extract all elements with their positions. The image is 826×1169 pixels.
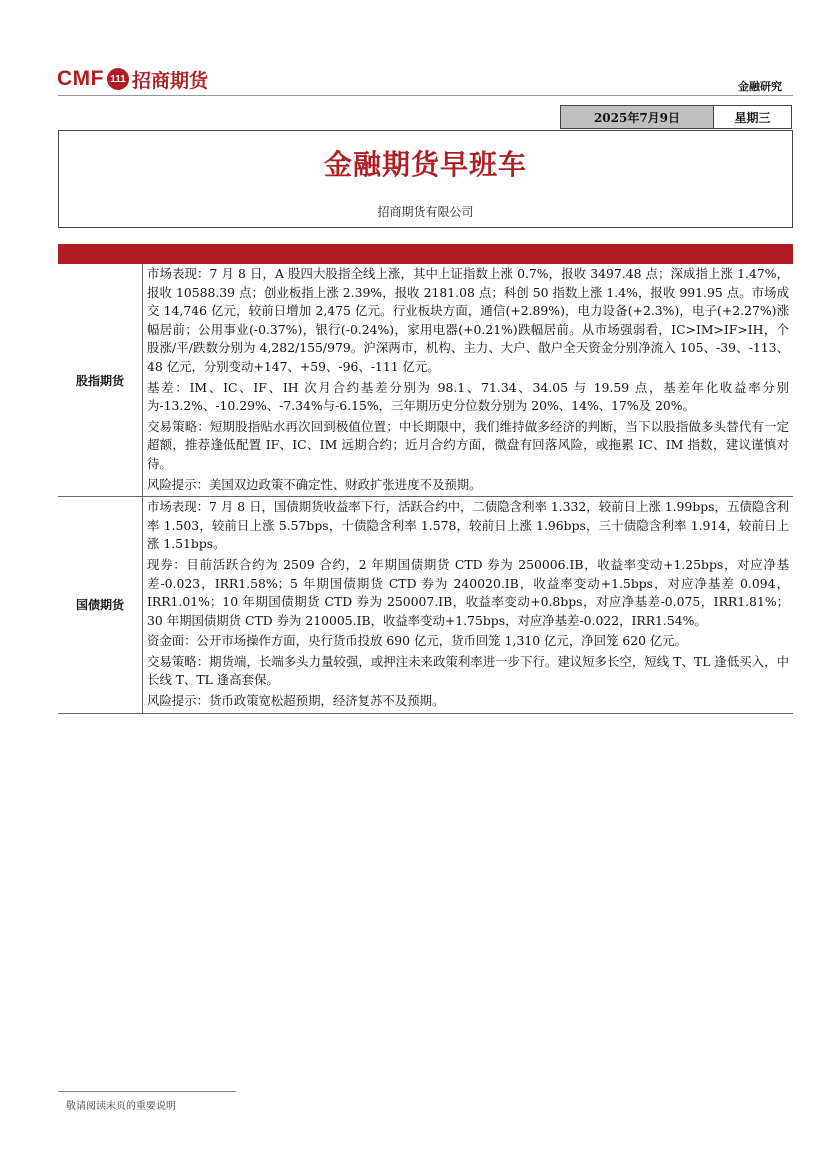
report-weekday: 星期三 bbox=[734, 110, 771, 125]
basis-paragraph: 基差：IM、IC、IF、IH 次月合约基差分别为 98.1、71.34、34.05 与 19.59 点，基差年化收益率分别为-13.2%、-10.29%、-7.34%与-6.15%，三年期历史分位数分别为 20%、14%、17%及 20%。 bbox=[147, 379, 789, 414]
section-row-stock-index bbox=[58, 264, 793, 497]
section-content-treasury bbox=[143, 497, 793, 713]
logo-chinese-name: 招商期货 bbox=[132, 69, 209, 92]
section-content-stock-index bbox=[143, 264, 793, 496]
report-title: 金融期货早班车 bbox=[323, 148, 527, 181]
market-performance-paragraph: 市场表现：7 月 8 日，国债期货收益率下行，活跃合约中，二债隐含利率 1.332，较前日上涨 1.99bps，五债隐含利率 1.503，较前日上涨 5.57bps，十债隐含利率 1.578，较前日上涨 1.96bps，三十债隐含利率 1.914，较前日上涨 1.51bps。 bbox=[147, 499, 789, 552]
title-box bbox=[58, 130, 793, 228]
section-row-treasury bbox=[58, 497, 793, 714]
market-performance-paragraph: 市场表现：7 月 8 日，A 股四大股指全线上涨，其中上证指数上涨 0.7%，报收 3497.48 点；深成指上涨 1.47%，报收 10588.39 点；创业板指上涨 2.39%，报收 2181.08 点；科创 50 指数上涨 1.4%，报收 991.95 点。市场成交 14,746 亿元，较前日增加 2,475 亿元。行业板块方面，通信(+2.89%)，电力设备(+2.3%)，电子(+2.27%)涨幅居前；公用事业(-0.37%)，银行(-0.24%)，家用电器(+0.21%)跌幅居前。从市场强弱看，IC>IM>IF>IH，个股涨/平/跌数分别为 4,282/155/979。沪深两市，机构、主力、大户、散户全天资金分别净流入 105、-39、-113、48 亿元，分别变动+147、+59、-96、-111 亿元。 bbox=[147, 266, 789, 374]
section-label-treasury: 国债期货 bbox=[58, 497, 143, 713]
liquidity-paragraph: 资金面：公开市场操作方面，央行货币投放 690 亿元，货币回笼 1,310 亿元，净回笼 620 亿元。 bbox=[147, 633, 688, 649]
strategy-paragraph: 交易策略：短期股指贴水再次回到极值位置；中长期限中，我们维持做多经济的判断，当下以股指做多头替代有一定超额，推荐逢低配置 IF、IC、IM 远期合约；近月合约方面，微盘有回落风险，或拖累 IC、IM 指数，建议谨慎对待。 bbox=[147, 418, 789, 471]
report-date: 2025年7月9日 bbox=[561, 106, 714, 128]
footer-note: 敬请阅读末页的重要说明 bbox=[66, 1101, 176, 1112]
table-header-bar bbox=[58, 244, 793, 264]
risk-paragraph: 风险提示：美国双边政策不确定性、财政扩张进度不及预期。 bbox=[147, 476, 482, 492]
company-name: 招商期货有限公司 bbox=[377, 205, 474, 219]
footer-divider bbox=[58, 1091, 236, 1092]
section-label-stock-index: 股指期货 bbox=[58, 264, 143, 496]
logo-cmf-text: CMF bbox=[57, 67, 104, 90]
section-label: 金融研究 bbox=[738, 80, 782, 93]
content-table bbox=[58, 264, 793, 714]
header-divider bbox=[58, 95, 793, 96]
cash-bond-paragraph: 现券：目前活跃合约为 2509 合约，2 年期国债期货 CTD 券为 250006.IB，收益率变动+1.25bps，对应净基差-0.023，IRR1.58%；5 年期国债期货 CTD 券为 240020.IB，收益率变动+1.5bps，对应净基差 0.094，IRR1.01%；10 年期国债期货 CTD 券为 250007.IB，收益率变动+0.8bps，对应净基差-0.075，IRR1.81%；30 年期国债期货 CTD 券为 210005.IB，收益率变动+1.75bps，对应净基差-0.022，IRR1.54%。 bbox=[147, 556, 789, 628]
strategy-paragraph: 交易策略：期货端，长端多头力量较强，或押注未来政策利率进一步下行。建议短多长空，短线 T、TL 逢低买入，中长线 T、TL 逢高套保。 bbox=[147, 653, 789, 688]
company-logo bbox=[57, 64, 208, 94]
date-bar bbox=[560, 105, 792, 129]
logo-emblem-icon: 111 bbox=[107, 68, 129, 90]
risk-paragraph: 风险提示：货币政策宽松超预期，经济复苏不及预期。 bbox=[147, 693, 445, 709]
